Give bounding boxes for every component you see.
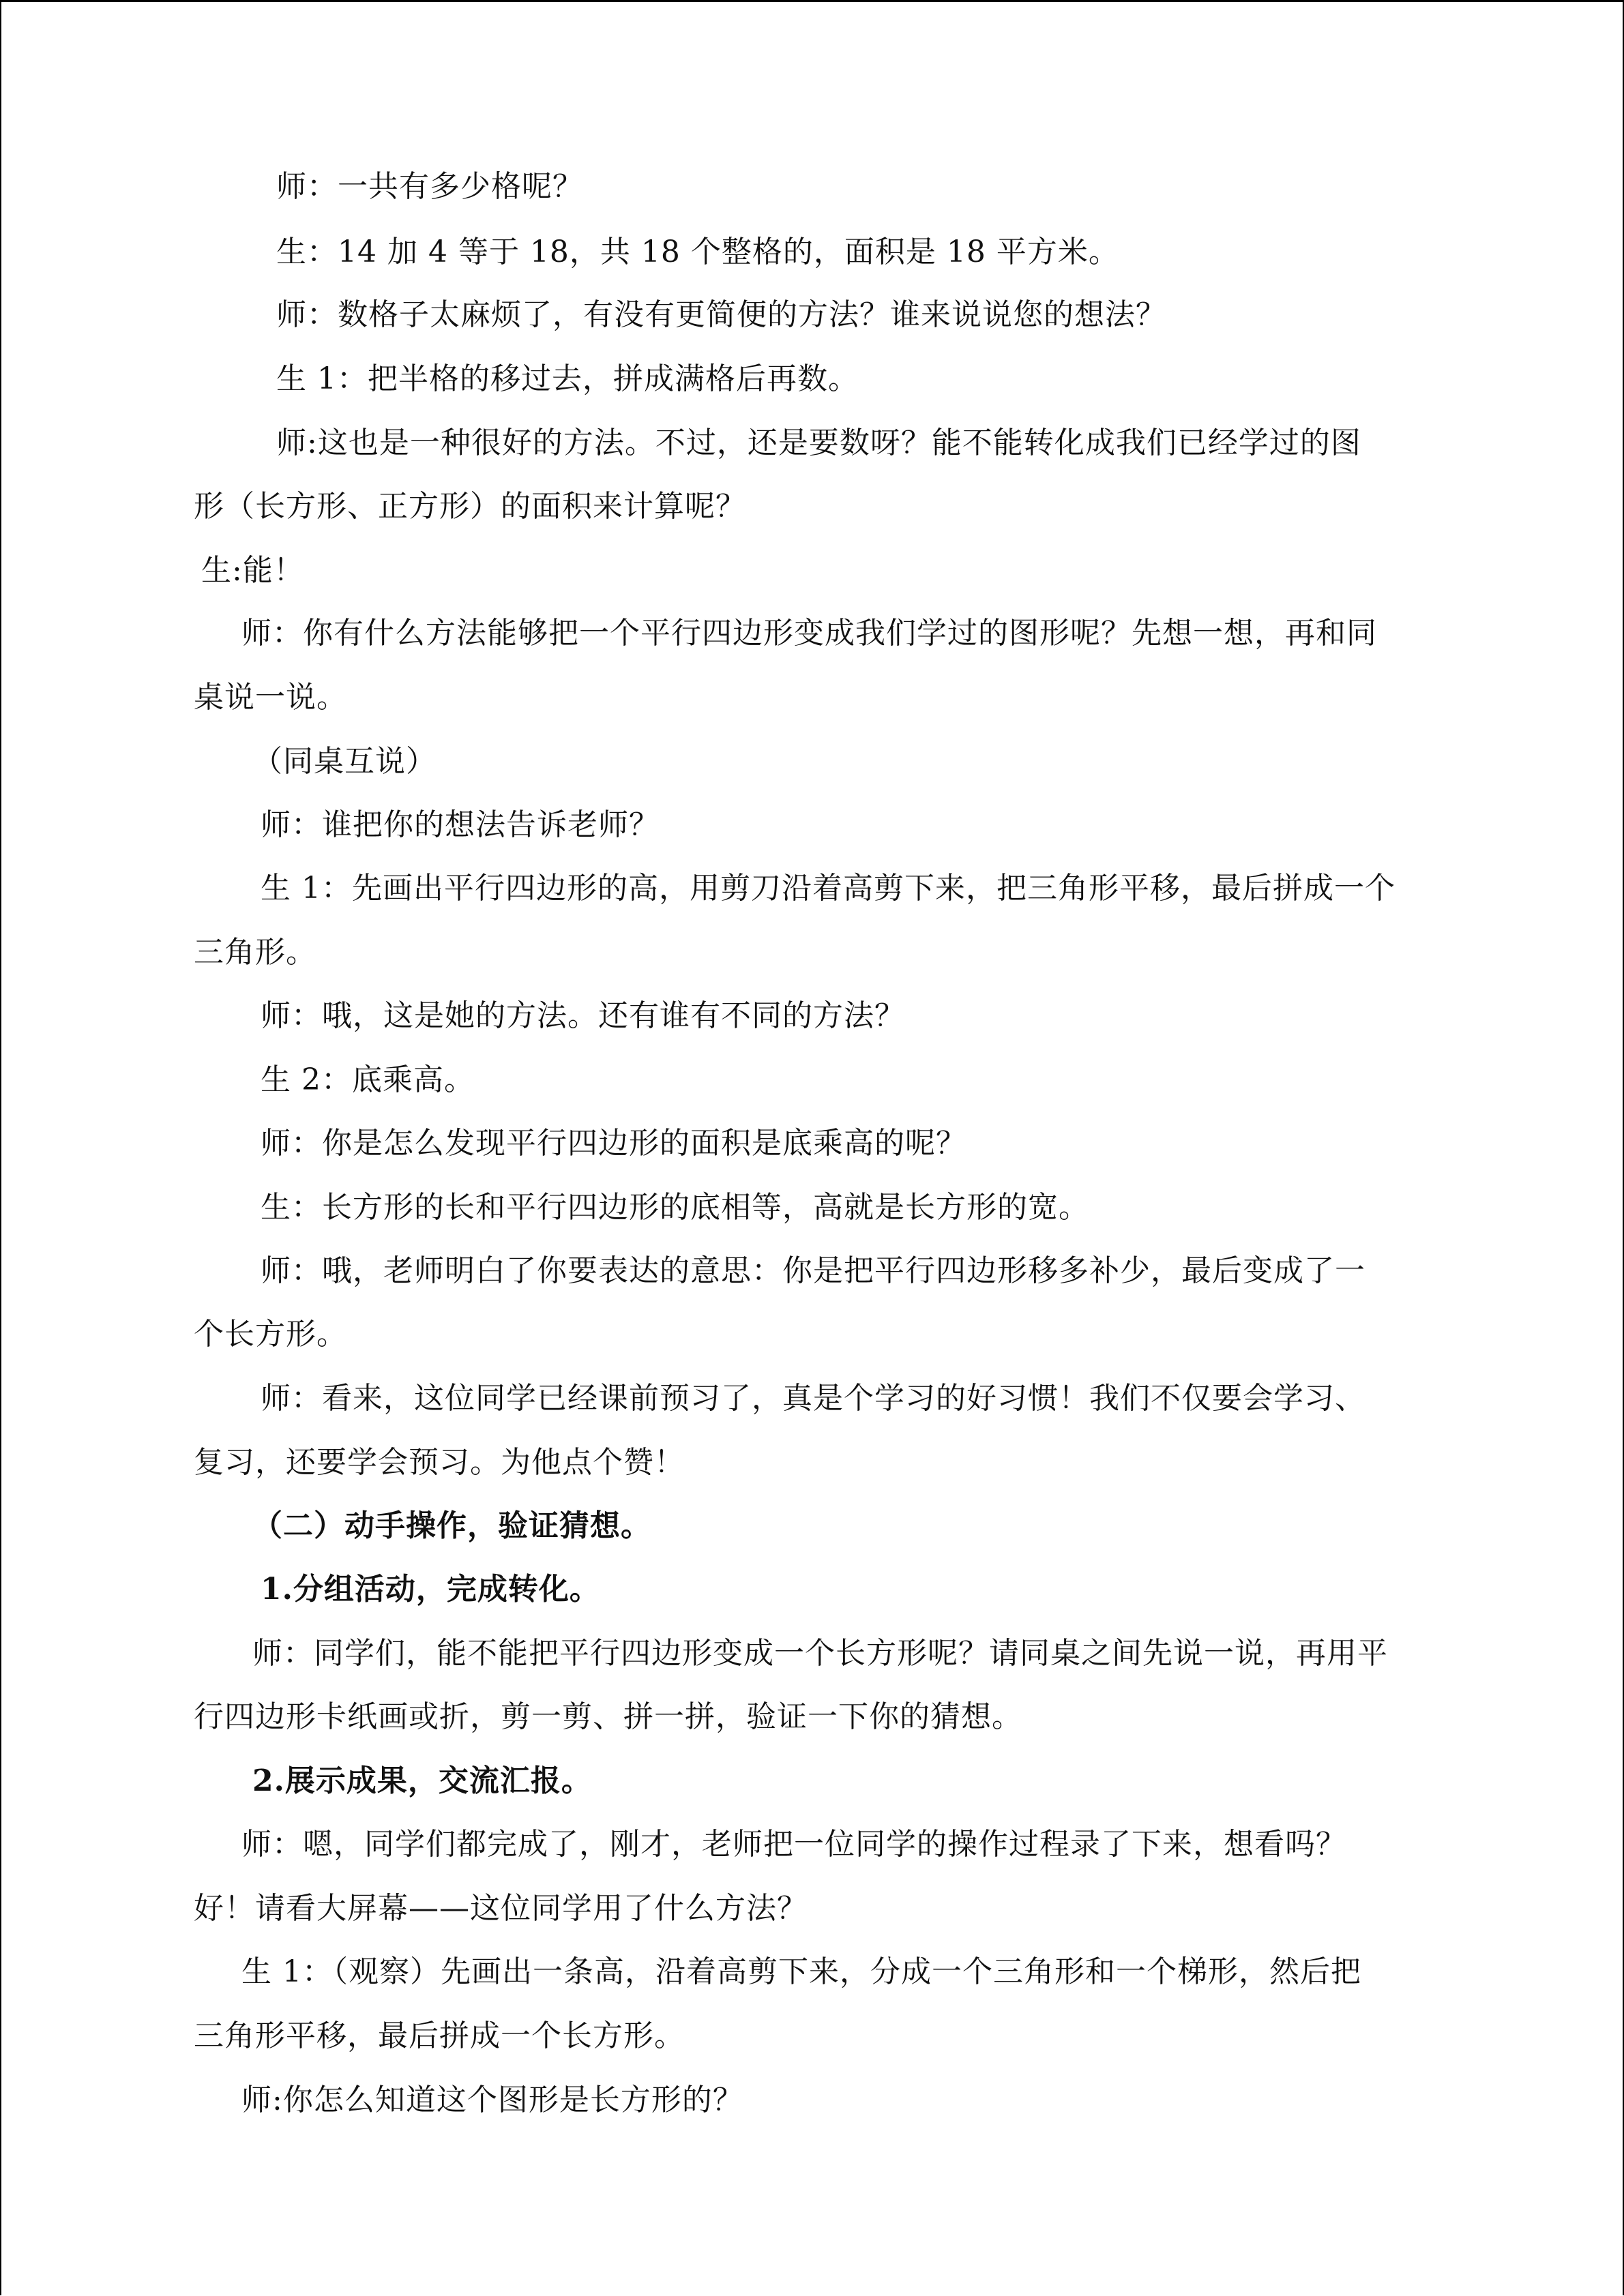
- text-line: 形（长方形、正方形）的面积来计算呢？: [194, 489, 746, 524]
- text-line: 师：你是怎么发现平行四边形的面积是底乘高的呢？: [261, 1126, 966, 1161]
- text-line: 师：哦，这是她的方法。还有谁有不同的方法？: [261, 998, 905, 1033]
- text-line: 师：嗯，同学们都完成了，刚才，老师把一位同学的操作过程录了下来，想看吗？: [241, 1827, 1346, 1862]
- text-line: 师：数格子太麻烦了，有没有更简便的方法？谁来说说您的想法？: [276, 297, 1166, 332]
- subsection-heading: 2.展示成果，交流汇报。: [252, 1763, 592, 1798]
- text-line: （同桌互说）: [252, 744, 437, 779]
- text-line: 生 1：把半格的移过去，拼成满格后再数。: [276, 361, 859, 396]
- text-line: 个长方形。: [194, 1317, 347, 1352]
- text-line: 三角形。: [194, 935, 316, 970]
- text-line: 师：看来，这位同学已经课前预习了，真是个学习的好习惯！我们不仅要会学习、: [261, 1381, 1365, 1416]
- text-line: 师：同学们，能不能把平行四边形变成一个长方形呢？请同桌之间先说一说，再用平: [252, 1636, 1388, 1671]
- text-line: 生 2：底乘高。: [261, 1062, 475, 1097]
- text-line: 师:你怎么知道这个图形是长方形的？: [241, 2083, 743, 2117]
- subsection-heading: 1.分组活动，完成转化。: [261, 1572, 600, 1607]
- text-line: 师：你有什么方法能够把一个平行四边形变成我们学过的图形呢？先想一想，再和同: [241, 616, 1377, 651]
- text-line: 生:能！: [201, 553, 304, 588]
- text-line: 生：长方形的长和平行四边形的底相等，高就是长方形的宽。: [261, 1190, 1089, 1225]
- text-line: 三角形平移，最后拼成一个长方形。: [194, 2018, 685, 2053]
- text-line: 生：14 加 4 等于 18，共 18 个整格的，面积是 18 平方米。: [276, 235, 1119, 269]
- text-line: 生 1：先画出平行四边形的高，用剪刀沿着高剪下来，把三角形平移，最后拼成一个: [261, 871, 1396, 906]
- section-heading: （二）动手操作，验证猜想。: [252, 1508, 651, 1543]
- text-line: 师：谁把你的想法告诉老师？: [261, 807, 660, 842]
- text-line: 师：一共有多少格呢？: [276, 169, 583, 204]
- text-line: 复习，还要学会预习。为他点个赞！: [194, 1445, 685, 1480]
- text-line: 生 1：（观察）先画出一条高，沿着高剪下来，分成一个三角形和一个梯形，然后把: [241, 1954, 1361, 1989]
- text-line: 师：哦，老师明白了你要表达的意思：你是把平行四边形移多补少，最后变成了一: [261, 1253, 1365, 1288]
- text-line: 行四边形卡纸画或折，剪一剪、拼一拼，验证一下你的猜想。: [194, 1699, 1022, 1734]
- text-line: 桌说一说。: [194, 680, 347, 715]
- text-line: 好！请看大屏幕——这位同学用了什么方法？: [194, 1891, 808, 1926]
- text-line: 师:这也是一种很好的方法。不过，还是要数呀？能不能转化成我们已经学过的图: [276, 426, 1361, 460]
